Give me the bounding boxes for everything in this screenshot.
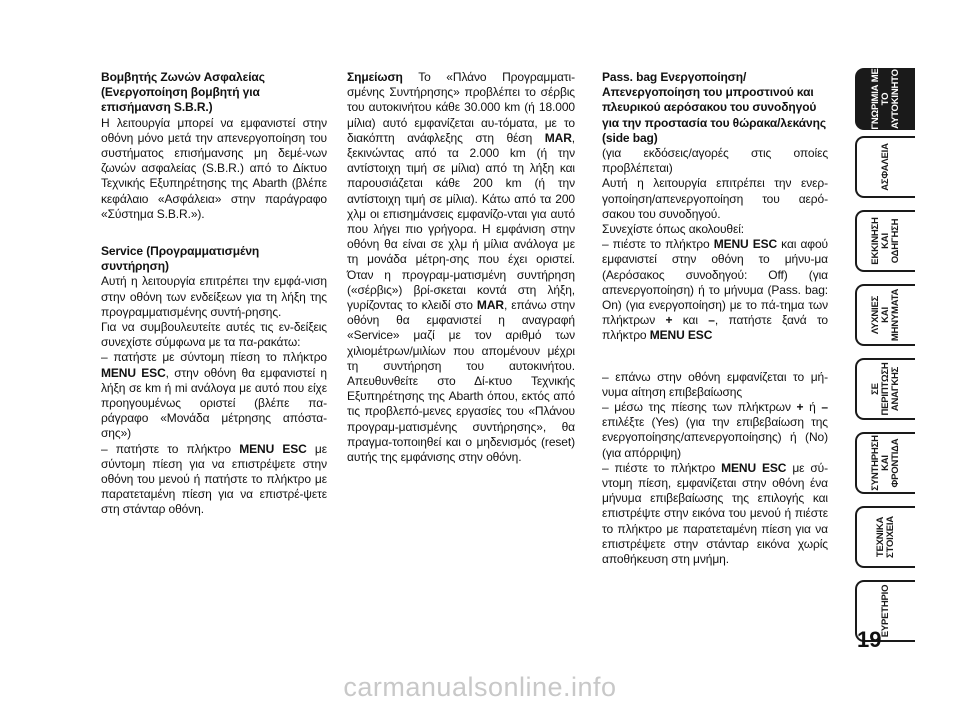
- key-label: MENU ESC: [101, 365, 166, 380]
- key-label: MENU ESC: [721, 460, 787, 475]
- tab-warning-lights[interactable]: ΛΥΧΝΙΕΣ ΚΑΙ ΜΗΝΥΜΑΤΑ: [855, 284, 915, 346]
- tab-safety[interactable]: ΑΣΦΑΛΕΙΑ: [855, 136, 915, 198]
- minus-symbol: –: [821, 400, 828, 415]
- paragraph: Αυτή η λειτουργία επιτρέπει την ενερ-γοποίηση/απενεργοποίηση του αερό-σακου του συνοδηγού.: [602, 176, 828, 221]
- tab-emergency[interactable]: ΣΕ ΠΕΡΙΠΤΩΣΗ ΑΝΑΓΚΗΣ: [855, 358, 915, 420]
- tab-technical-data[interactable]: ΤΕΧΝΙΚΑ ΣΤΟΙΧΕΙΑ: [855, 506, 915, 568]
- key-label: MAR: [476, 298, 504, 313]
- tab-getting-to-know[interactable]: ΓΝΩΡΙΜΙΑ ΜΕ ΤΟ ΑΥΤΟΚΙΝΗΤΟ: [855, 68, 915, 130]
- tab-maintenance[interactable]: ΣΥΝΤΗΡΗΣΗ ΚΑΙ ΦΡΟΝΤΙΔΑ: [855, 432, 915, 494]
- paragraph: – πιέστε το πλήκτρο MENU ESC με σύ-ντομη πίεση, εμφανίζεται στην οθόνη ένα μήνυμα επιβεβαίωσης της επιλογής και επιστρέψτε στην εικόνα του μενού ή πιέστε το πλήκτρο με παρατεταμένη πίεση για να επιστρέψετε στην στάνταρ εικόνα χωρίς αποθήκευση στη μνήμη.: [602, 460, 829, 567]
- key-label: MENU ESC: [649, 328, 713, 343]
- paragraph: (για εκδόσεις/αγορές στις οποίες προβλέπεται): [602, 146, 828, 176]
- heading-seatbelt-buzzer: Βομβητής Ζωνών Ασφαλείας (Ενεργοποίηση βομβητή για επισήμανση S.B.R.): [101, 70, 265, 115]
- paragraph: – πατήστε το πλήκτρο MENU ESC με σύντομη πίεση για να επιστρέψετε στην οθόνη του μενού ή πατήστε το πλήκτρο με παρατεταμένη πίεση για να επιστρέ-ψετε στη στάνταρ οθόνη.: [101, 441, 327, 517]
- paragraph: Η λειτουργία μπορεί να εμφανιστεί στην οθόνη μόνο μετά την απενεργοποίηση του συστήματος επισήμανσης μη δεμέ-νων ζωνών ασφαλείας (S.B.R.) από το Δίκτυο Τεχνικής Εξυπηρέτησης της Abarth (βλέπε κεφάλαιο «Ασφάλεια» στην παράγραφο «Σύστημα S.B.R.»).: [101, 115, 327, 221]
- paragraph: – μέσω της πίεσης των πλήκτρων + ή – επιλέξτε (Yes) (για την επιβεβαίωση της ενεργοποίησης/απενεργοποίησης) ή (No) (για απόρριψη): [602, 400, 828, 460]
- key-label: MENU ESC: [713, 237, 778, 252]
- column-3: [602, 70, 828, 567]
- page-number: 19: [857, 627, 882, 652]
- tab-starting-driving[interactable]: ΕΚΚΙΝΗΣΗ ΚΑΙ ΟΔΗΓΗΣΗ: [855, 210, 915, 272]
- paragraph: Για να συμβουλευτείτε αυτές τις εν-δείξεις συνεχίστε σύμφωνα με τα πα-ρακάτω:: [101, 320, 327, 350]
- heading-passenger-airbag: Pass. bag Ενεργοποίηση/ Απενεργοποίηση του μπροστινού και πλευρικού αερόσακου του συνοδηγού για την προστασία του θώρακα/λεκάνης (side bag): [602, 70, 826, 145]
- paragraph: Αυτή η λειτουργία επιτρέπει την εμφά-νιση στην οθόνη των ενδείξεων για τη λήξη της προγραμματισμένης συντή-ρησης.: [101, 274, 327, 319]
- note-label: Σημείωση: [347, 70, 403, 84]
- column-2: [347, 70, 575, 465]
- key-label: MAR: [544, 130, 572, 145]
- minus-symbol: –: [708, 313, 715, 328]
- paragraph: – πιέστε το πλήκτρο MENU ESC και αφού εμφανιστεί στην οθόνη το μήνυ-μα (Αερόσακος συνοδηγού: Off) (για απενεργοποίηση) ή το μήνυμα (Pass. bag: On) (για ενεργοποίηση) με το πά-τημα των πλήκτρων + και –, πατήστε ξανά το πλήκτρο MENU ESC: [602, 237, 828, 343]
- paragraph: – πατήστε με σύντομη πίεση το πλήκτρο MENU ESC, στην οθόνη θα εμφανιστεί η λήξη σε km ή mi ανάλογα με αυτό που είχε προηγουμένως οριστεί (βλέπε πα-ράγραφο «Μονάδα μέτρησης απόστα-σης»): [101, 350, 327, 441]
- key-label: MENU ESC: [239, 441, 307, 456]
- plus-symbol: +: [665, 313, 673, 328]
- plus-symbol: +: [796, 400, 804, 415]
- paragraph: Συνεχίστε όπως ακολουθεί:: [602, 222, 745, 237]
- paragraph: – επάνω στην οθόνη εμφανίζεται το μή-νυμα αίτηση επιβεβαίωσης: [602, 369, 828, 399]
- tab-index[interactable]: ΕΥΡΕΤΗΡΙΟ: [855, 580, 915, 642]
- heading-service: Service (Προγραμματισμένη συντήρηση): [101, 244, 260, 274]
- column-1: [101, 70, 327, 518]
- watermark: carmanualsonline.info: [343, 672, 617, 702]
- note-paragraph: Σημείωση Το «Πλάνο Προγραμματι-σμένης Συντήρησης» προβλέπει το σέρβις του αυτοκινήτου κάθε 30.000 km (ή 18.000 μίλια) αυτό εμφανίζεται αυ-τόματα, με το διακόπτη ανάφλεξης στη θέση MAR, ξεκινώντας από τα 2.000 km (ή την αντίστοιχη τιμή σε μίλια) από τη λήξη και παρουσιάζεται κάθε 200 km (ή την αντίστοιχη τιμή σε μίλια). Κάτω από τα 200 χλμ οι επισημάνσεις εμφανίζο-νται για αυτό που λήγει πιο γρήγορα. Η εμφάνιση στην οθόνη θα είναι σε χλμ ή μίλια ανάλογα με τη μονάδα μέτρη-σης που έχει οριστεί. Όταν η προγραμ-ματισμένη συντήρηση («σέρβις») βρί-σκεται κοντά στη λήξη, γυρίζοντας το κλειδί στο MAR, επάνω στην οθόνη θα εμφανιστεί η αναγραφή «Service» μαζί με τον αριθμό των χιλιομέτρων/μιλίων που απομένουν μέχρι τη συντήρηση του αυτοκινήτου. Απευθυνθείτε στο Δί-κτυο Τεχνικής Εξυπηρέτησης της Abarth όπου, εκτός από τις προβλεπό-μενες εργασίες του «Πλάνου προγραμ-ματισμένης συντήρησης», θα πραγμα-τοποιηθεί και ο μηδενισμός (reset) αυτής της εμφάνισης στην οθόνη.: [347, 70, 575, 465]
